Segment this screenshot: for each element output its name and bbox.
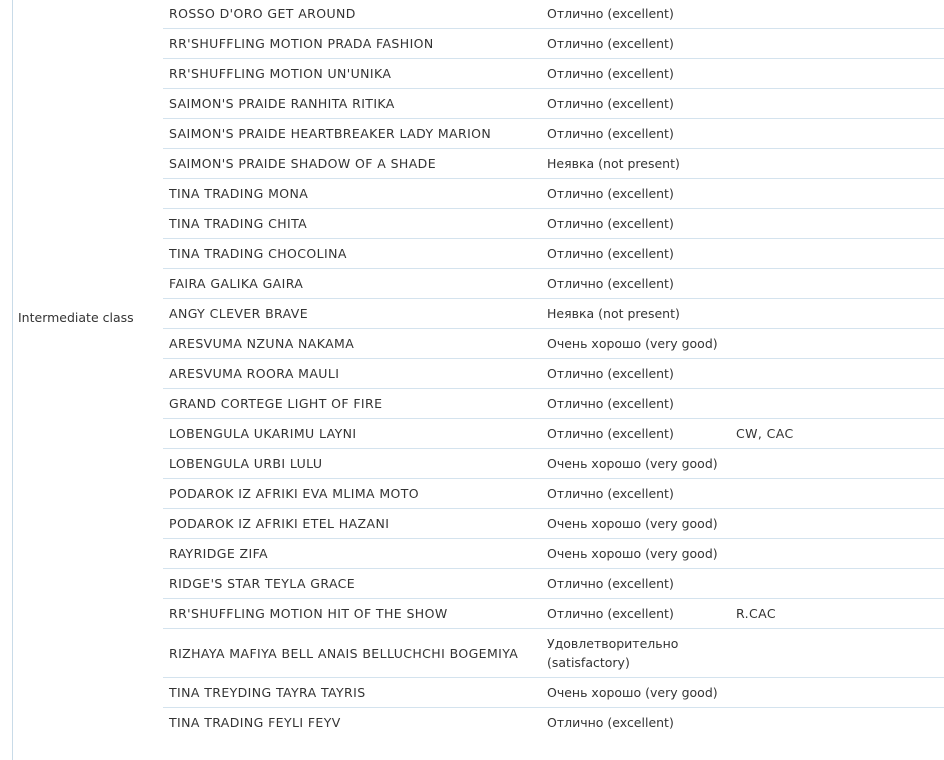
dog-name-cell: PODAROK IZ AFRIKI EVA MLIMA MOTO	[163, 479, 541, 509]
grade-cell: Очень хорошо (very good)	[541, 509, 730, 539]
table-row	[163, 0, 944, 29]
table-row	[163, 179, 944, 209]
award-cell	[730, 119, 944, 149]
dog-name-cell: PODAROK IZ AFRIKI ETEL HAZANI	[163, 509, 541, 539]
dog-name-cell: TINA TRADING CHOCOLINA	[163, 239, 541, 269]
dog-name-cell: TINA TREYDING TAYRA TAYRIS	[163, 678, 541, 708]
award-cell	[730, 359, 944, 389]
dog-name-cell: FAIRA GALIKA GAIRA	[163, 269, 541, 299]
table-row	[163, 599, 944, 629]
table-row	[163, 89, 944, 119]
award-cell	[730, 149, 944, 179]
dog-name-cell: SAIMON'S PRAIDE SHADOW OF A SHADE	[163, 149, 541, 179]
table-row	[163, 419, 944, 449]
table-row	[163, 59, 944, 89]
grade-cell: Отлично (excellent)	[541, 569, 730, 599]
award-cell	[730, 269, 944, 299]
dog-name-cell: TINA TRADING CHITA	[163, 209, 541, 239]
dog-name-cell: RR'SHUFFLING MOTION HIT OF THE SHOW	[163, 599, 541, 629]
dog-name-cell: TINA TRADING FEYLI FEYV	[163, 708, 541, 738]
table-row	[163, 449, 944, 479]
award-cell	[730, 539, 944, 569]
award-cell	[730, 449, 944, 479]
table-row	[163, 629, 944, 678]
grade-cell: Неявка (not present)	[541, 299, 730, 329]
award-cell	[730, 299, 944, 329]
table-row	[163, 149, 944, 179]
grade-cell: Очень хорошо (very good)	[541, 539, 730, 569]
award-cell: R.CAC	[730, 599, 944, 629]
grade-cell: Отлично (excellent)	[541, 419, 730, 449]
dog-name-cell: ARESVUMA NZUNA NAKAMA	[163, 329, 541, 359]
table-row	[163, 479, 944, 509]
dog-name-cell: RR'SHUFFLING MOTION UN'UNIKA	[163, 59, 541, 89]
grade-cell: Удовлетворительно (satisfactory)	[541, 629, 730, 678]
award-cell	[730, 29, 944, 59]
award-cell	[730, 0, 944, 29]
grade-cell: Отлично (excellent)	[541, 179, 730, 209]
table-row	[163, 299, 944, 329]
dog-name-cell: RIZHAYA MAFIYA BELL ANAIS BELLUCHCHI BOGEMIYA	[163, 629, 541, 678]
dog-name-cell: RAYRIDGE ZIFA	[163, 539, 541, 569]
table-row	[163, 269, 944, 299]
grade-cell: Отлично (excellent)	[541, 89, 730, 119]
grade-cell: Отлично (excellent)	[541, 119, 730, 149]
award-cell	[730, 179, 944, 209]
dog-name-cell: RIDGE'S STAR TEYLA GRACE	[163, 569, 541, 599]
grade-cell: Отлично (excellent)	[541, 708, 730, 738]
grade-cell: Отлично (excellent)	[541, 479, 730, 509]
award-cell	[730, 708, 944, 738]
award-cell	[730, 89, 944, 119]
dog-name-cell: LOBENGULA UKARIMU LAYNI	[163, 419, 541, 449]
table-row	[163, 239, 944, 269]
award-cell	[730, 209, 944, 239]
table-row	[163, 29, 944, 59]
award-cell	[730, 239, 944, 269]
grade-cell: Отлично (excellent)	[541, 269, 730, 299]
award-cell	[730, 569, 944, 599]
award-cell: CW, CAC	[730, 419, 944, 449]
grade-cell: Очень хорошо (very good)	[541, 329, 730, 359]
dog-name-cell: TINA TRADING MONA	[163, 179, 541, 209]
award-cell	[730, 59, 944, 89]
grade-cell: Неявка (not present)	[541, 149, 730, 179]
dog-name-cell: SAIMON'S PRAIDE RANHITA RITIKA	[163, 89, 541, 119]
table-row	[163, 678, 944, 708]
grade-cell: Отлично (excellent)	[541, 239, 730, 269]
grade-cell: Очень хорошо (very good)	[541, 678, 730, 708]
table-row	[163, 389, 944, 419]
table-row	[163, 539, 944, 569]
grade-cell: Отлично (excellent)	[541, 599, 730, 629]
table-row	[163, 329, 944, 359]
table-row	[163, 209, 944, 239]
dog-name-cell: RR'SHUFFLING MOTION PRADA FASHION	[163, 29, 541, 59]
award-cell	[730, 389, 944, 419]
table-row	[163, 569, 944, 599]
table-row	[163, 509, 944, 539]
dog-name-cell: ANGY CLEVER BRAVE	[163, 299, 541, 329]
dog-name-cell: SAIMON'S PRAIDE HEARTBREAKER LADY MARION	[163, 119, 541, 149]
grade-cell: Отлично (excellent)	[541, 0, 730, 29]
class-label: Intermediate class	[18, 310, 134, 325]
table-row	[163, 119, 944, 149]
dog-name-cell: GRAND CORTEGE LIGHT OF FIRE	[163, 389, 541, 419]
dog-name-cell: ROSSO D'ORO GET AROUND	[163, 0, 541, 29]
grade-cell: Отлично (excellent)	[541, 359, 730, 389]
grade-cell: Отлично (excellent)	[541, 29, 730, 59]
grade-cell: Отлично (excellent)	[541, 59, 730, 89]
table-row	[163, 359, 944, 389]
grade-cell: Отлично (excellent)	[541, 389, 730, 419]
table-row	[163, 708, 944, 738]
dog-name-cell: ARESVUMA ROORA MAULI	[163, 359, 541, 389]
award-cell	[730, 479, 944, 509]
grade-cell: Отлично (excellent)	[541, 209, 730, 239]
award-cell	[730, 509, 944, 539]
award-cell	[730, 629, 944, 678]
dog-name-cell: LOBENGULA URBI LULU	[163, 449, 541, 479]
results-table	[163, 0, 944, 738]
award-cell	[730, 678, 944, 708]
grade-cell: Очень хорошо (very good)	[541, 449, 730, 479]
award-cell	[730, 329, 944, 359]
